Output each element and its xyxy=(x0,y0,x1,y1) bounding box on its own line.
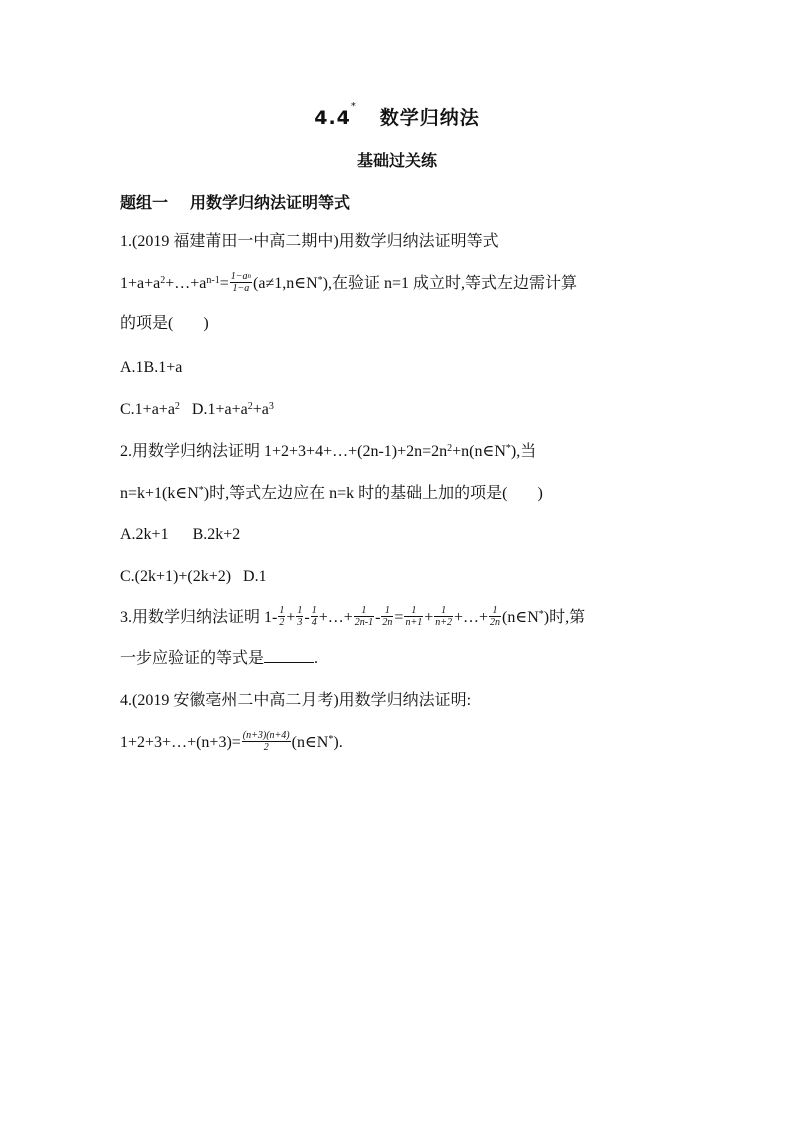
q3-frac-8-den: 2n xyxy=(490,617,501,628)
q3-op-4: - xyxy=(375,609,381,627)
q2-line1-star: * xyxy=(505,443,511,454)
q3-frac-2-den: 3 xyxy=(297,617,303,628)
q3-op-1: + xyxy=(286,609,296,627)
q3-frac-2-num: 1 xyxy=(297,605,303,616)
q3-frac-3 xyxy=(311,605,318,628)
q1-tail: ),在验证 n=1 成立时,等式左边需计算 xyxy=(322,275,577,293)
q3-frac-1-num: 1 xyxy=(279,605,285,616)
q3-frac-4 xyxy=(354,605,374,628)
q2-line2-c: ) xyxy=(537,485,543,502)
q3-frac-5 xyxy=(381,605,393,628)
q3-frac-6-den: n+1 xyxy=(405,617,423,628)
q4-lhs: 1+2+3+…+(n+3)= xyxy=(120,734,241,752)
q3-op-5: = xyxy=(394,609,404,627)
q3-op-3: +…+ xyxy=(318,609,353,627)
q3-frac-2 xyxy=(296,605,303,628)
q1-fraction xyxy=(230,271,252,294)
question-1-line-1: 1.(2019 福建莆田一中高二期中)用数学归纳法证明等式 xyxy=(120,233,499,250)
q3-op-2: - xyxy=(304,609,310,627)
q3-frac-5-num: 1 xyxy=(381,605,393,617)
q1-frac-den: 1−a xyxy=(232,283,250,294)
q1-lhs-supn: n-1 xyxy=(206,275,220,286)
q2-line2-b: )时,等式左边应在 n=k 时的基础上加的项是( xyxy=(203,485,508,502)
q1-lhs-b: +…+a xyxy=(165,275,207,293)
question-2-options-ab: A.2k+1 B.2k+2 xyxy=(120,526,241,543)
page-subtitle: 基础过关练 xyxy=(356,151,437,170)
question-1-line-2 xyxy=(120,273,577,296)
q1-optD-b: +a xyxy=(252,401,269,418)
section-name: 数学归纳法 xyxy=(379,107,480,129)
q3-frac-7 xyxy=(434,605,453,628)
question-4-line-1: 4.(2019 安徽亳州二中高二月考)用数学归纳法证明: xyxy=(120,692,472,709)
section-number: 4.4 xyxy=(314,107,351,129)
q3-op-6: + xyxy=(424,609,434,627)
question-1-options-ab: A.1B.1+a xyxy=(120,359,183,376)
q1-optD-sup2: 2 xyxy=(247,401,253,412)
q3-frac-3-num: 1 xyxy=(311,605,317,616)
q1-line3-b: ) xyxy=(203,315,209,332)
q3-frac-6-num: 1 xyxy=(404,605,423,617)
q3-frac-8 xyxy=(489,605,501,628)
q3-frac-6 xyxy=(404,605,423,628)
question-1-line-3 xyxy=(120,313,209,335)
question-2-line-2 xyxy=(120,483,543,505)
q1-lhs: 1+a+a xyxy=(120,275,161,293)
question-group-heading xyxy=(120,190,350,213)
question-2-options-cd: C.(2k+1)+(2k+2) D.1 xyxy=(120,568,267,585)
q3-frac-5-den: 2n xyxy=(382,617,393,628)
q1-cond: (a≠1,n∈N xyxy=(253,275,318,293)
q3-prefix: 3.用数学归纳法证明 1- xyxy=(120,609,278,627)
q3-frac-1 xyxy=(278,605,285,628)
q3-suffix-b: )时,第 xyxy=(543,609,586,627)
q2-line2-star: * xyxy=(198,485,204,496)
q2-line2-a: n=k+1(k∈N xyxy=(120,485,199,502)
q1-optC: C.1+a+a xyxy=(120,401,175,418)
group-label: 题组一 xyxy=(120,193,169,212)
q2-line1-sup: 2 xyxy=(447,443,453,454)
q2-line1-c: ),当 xyxy=(510,443,537,460)
q3-frac-8-num: 1 xyxy=(489,605,501,617)
q3-line2-b: . xyxy=(314,650,319,667)
q4-frac-den: 2 xyxy=(263,742,269,753)
q1-line3-a: 的项是( xyxy=(120,315,174,332)
q1-optD: D.1+a+a xyxy=(179,401,248,418)
group-name: 用数学归纳法证明等式 xyxy=(190,193,351,212)
q4-tail-b: ). xyxy=(333,734,343,752)
q4-tail-a: (n∈N xyxy=(291,734,329,752)
q1-cond-star: * xyxy=(317,275,323,286)
q3-op-7: +…+ xyxy=(453,609,489,627)
q1-frac-num-sup: n xyxy=(247,272,252,280)
q4-fraction xyxy=(242,730,291,753)
question-3-line-1 xyxy=(120,607,585,630)
q2-line1-b: +n(n∈N xyxy=(452,443,506,460)
q3-frac-4-den: 2n-1 xyxy=(354,617,374,628)
q3-frac-4-num: 1 xyxy=(354,605,374,617)
q1-optC-sup: 2 xyxy=(174,401,180,412)
q4-tail-star: * xyxy=(328,734,334,745)
q1-frac-num: 1−a xyxy=(230,271,248,282)
q3-suffix-a: (n∈N xyxy=(502,609,539,627)
q1-lhs-sup: 2 xyxy=(160,275,166,286)
q1-optD-sup3: 3 xyxy=(268,401,274,412)
q1-eq: = xyxy=(219,275,229,293)
question-4-line-2 xyxy=(120,732,343,755)
q3-line2-a: 一步应验证的等式是 xyxy=(120,650,265,667)
q3-frac-7-num: 1 xyxy=(434,605,453,617)
page-title xyxy=(0,103,794,130)
q3-frac-7-den: n+2 xyxy=(435,617,452,628)
q3-frac-1-den: 2 xyxy=(279,617,285,628)
q3-frac-3-den: 4 xyxy=(311,617,317,628)
q4-frac-num: (n+3)(n+4) xyxy=(242,730,290,741)
answer-blank[interactable] xyxy=(264,648,314,663)
question-1-options-cd xyxy=(120,399,274,421)
question-3-line-2 xyxy=(120,648,318,670)
q2-line1-a: 2.用数学归纳法证明 1+2+3+4+…+(2n-1)+2n=2n xyxy=(120,443,448,460)
question-2-line-1 xyxy=(120,441,536,463)
section-star: * xyxy=(350,101,357,112)
q3-suffix-star: * xyxy=(538,609,544,620)
